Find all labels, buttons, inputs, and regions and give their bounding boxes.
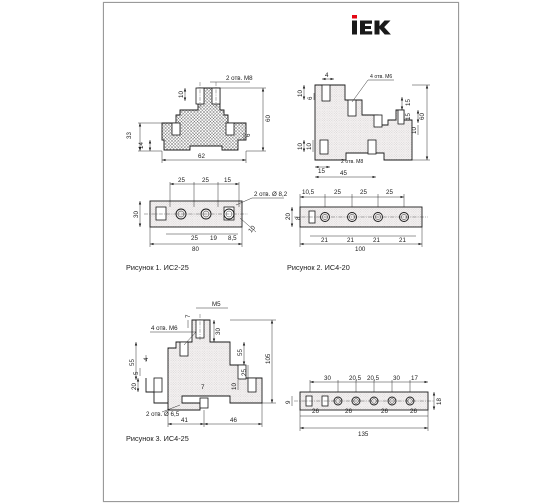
fig3-dim-7m: 7 [201,384,205,391]
fig3-holes-m6: 4 отв. М6 [151,325,178,332]
fig1-top-25b: 25 [202,177,209,184]
fig2-bot-100: 100 [355,246,366,253]
fig1-dim-10: 10 [178,91,185,98]
fig2-dim-4: 4 [325,72,329,79]
fig1-holes-82: 2 отв. Ø 8,2 [254,191,288,198]
caption-fig2: Рисунок 2. ИС4-20 [287,263,350,272]
fig3-bot-135: 135 [358,431,369,438]
fig1-side-view [126,75,272,163]
fig2-dim-45: 45 [340,170,347,177]
fig3-dim-46: 46 [230,417,237,424]
fig2-bot-21a: 21 [321,237,328,244]
fig1-bot-19: 19 [210,235,217,242]
fig1-dim-33: 33 [126,132,133,139]
fig3-dim-41: 41 [181,417,188,424]
fig2-top-25c: 25 [386,189,393,196]
fig2-dim-15a: 15 [405,99,412,106]
fig1-bot-25: 25 [191,235,198,242]
fig3-dim-55l: 55 [129,359,136,366]
fig1-dim-6: 6 [245,133,252,137]
fig2-dim-6: 6 [307,96,314,100]
fig3-dim-105: 105 [265,353,272,364]
fig1-dim-60: 60 [265,115,272,122]
fig3-dim-4: 4 [143,357,150,361]
fig3-dim-18: 18 [436,398,443,405]
fig2-dim-10r: 10 [411,127,418,134]
fig3-top-view [285,375,443,438]
fig1-top-30: 30 [133,211,140,218]
fig1-top-view [133,177,288,253]
fig3-dim-7: 7 [185,314,192,318]
fig2-dim-60: 60 [419,113,426,120]
fig2-bot-21c: 21 [373,237,380,244]
fig3-top-30b: 30 [393,375,400,382]
caption-fig3: Рисунок 3. ИС4-25 [126,434,189,443]
fig3-bot-26d: 26 [410,408,417,415]
fig2-dim-10b: 10 [297,143,304,150]
fig1-dim-62: 62 [198,153,205,160]
fig2-top-view [285,189,428,253]
fig3-top-30: 30 [324,375,331,382]
fig2-dim-10a: 10 [297,90,304,97]
fig3-dim-9: 9 [285,400,292,404]
fig3-bot-26c: 26 [381,408,388,415]
fig3-holes-65: 2 отв. Ø 6,5 [146,411,180,418]
fig2-top-25a: 25 [334,189,341,196]
fig3-dim-30: 30 [215,328,222,335]
fig1-top-25a: 25 [178,177,185,184]
fig2-bot-21d: 21 [399,237,406,244]
fig3-top-205a: 20,5 [349,375,362,382]
fig2-dim-20: 20 [285,213,292,220]
fig2-dim-8: 8 [295,216,302,220]
fig2-holes-m6: 4 отв. М6 [370,74,393,80]
fig3-top-17: 17 [411,375,418,382]
fig3-dim-20: 20 [131,383,138,390]
fig2-bot-21b: 21 [347,237,354,244]
fig3-dim-55r: 55 [237,349,244,356]
caption-fig1: Рисунок 1. ИС2-25 [126,263,189,272]
fig1-dim-r10: 10 [247,224,257,235]
fig2-side-view [297,72,430,177]
fig2-top-105: 10,5 [302,189,315,196]
fig1-dim-14: 14 [138,142,145,149]
fig3-side-view [129,301,276,427]
fig3-bot-26a: 26 [312,408,319,415]
fig3-top-205b: 20,5 [367,375,380,382]
fig3-dim-25: 25 [241,369,248,376]
fig3-dim-10: 10 [231,383,238,390]
fig1-top-15: 15 [224,177,231,184]
fig2-dim-10c: 10 [306,143,313,150]
fig3-m5: М5 [212,301,221,308]
fig3-bot-26b: 26 [345,408,352,415]
fig1-holes-m8: 2 отв. М8 [226,75,253,82]
fig2-dim-15b: 15 [405,113,412,120]
fig1-bot-85: 8,5 [228,235,237,242]
fig2-holes-m8: 2 отв. М8 [341,159,364,165]
fig3-dim-5: 5 [133,371,140,375]
fig1-bot-80: 80 [192,246,199,253]
fig2-dim-15: 15 [318,168,325,175]
fig2-top-25b: 25 [360,189,367,196]
